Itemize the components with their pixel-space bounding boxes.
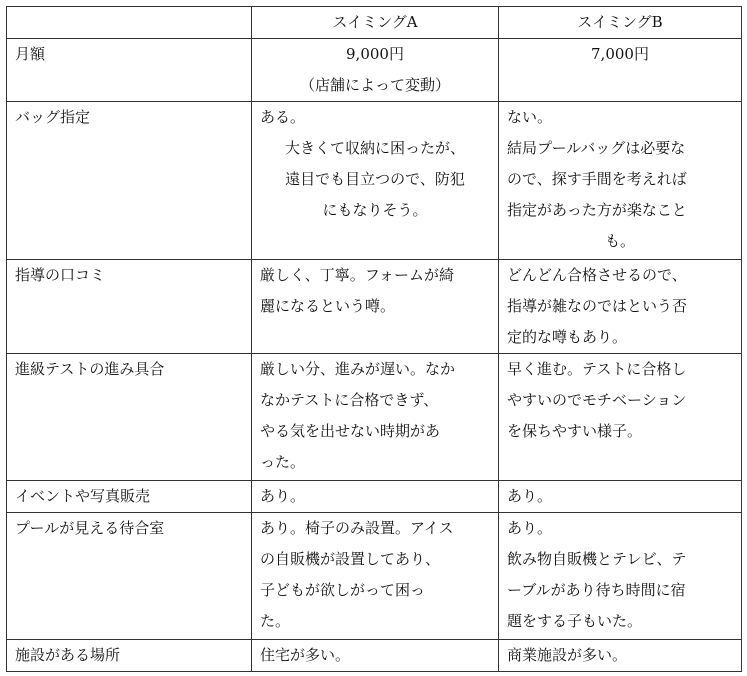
cell-b (499, 354, 742, 481)
cell-line: あり。椅子のみ設置。アイス (260, 519, 454, 537)
cell-line: あり。 (260, 487, 306, 505)
cell-line: やる気を出せない時期があ (260, 422, 441, 440)
cell-line: どんどん合格させるので、 (507, 266, 687, 284)
cell-a (252, 260, 499, 354)
cell-line: 商業施設が多い。 (507, 646, 628, 664)
cell-line: ので、探す手間を考えれば (507, 170, 687, 188)
comparison-table (6, 6, 742, 672)
cell-line: 7,000円 (591, 45, 649, 63)
cell-line: 厳しく、丁寧。フォームが綺 (260, 266, 454, 284)
cell-line: あり。 (507, 519, 553, 537)
cell-line: も。 (604, 232, 635, 250)
table-row (7, 640, 742, 672)
cell-line: 子どもが欲しがって困っ (260, 581, 426, 599)
cell-line: 指定があった方が楽なこと (507, 201, 687, 219)
cell-a (252, 39, 499, 102)
cell-line: ーブルがあり待ち時間に宿 (507, 581, 686, 599)
cell-line: ある。 (260, 108, 306, 126)
cell-a (252, 640, 499, 672)
table-row (7, 260, 742, 354)
row-label: 進級テストの進み具合 (7, 354, 252, 481)
table-row (7, 39, 742, 102)
table-row (7, 481, 742, 513)
cell-line: やすいのでモチベーション (507, 391, 687, 409)
cell-line: 麗になるという噂。 (260, 297, 396, 315)
table-header-row (7, 7, 742, 39)
cell-b (499, 39, 742, 102)
cell-b (499, 513, 742, 640)
row-label: プールが見える待合室 (7, 513, 252, 640)
cell-line: 大きくて収納に困ったが、 (284, 139, 465, 157)
table-row (7, 102, 742, 260)
cell-line: 住宅が多い。 (260, 646, 351, 664)
row-label: バッグ指定 (7, 102, 252, 260)
header-swimming-b: スイミングB (499, 7, 742, 39)
cell-b (499, 102, 742, 260)
cell-line: にもなりそう。 (322, 201, 428, 219)
cell-line: 9,000円 (346, 45, 404, 63)
header-empty-cell (7, 7, 252, 39)
table-row (7, 513, 742, 640)
table-row (7, 354, 742, 481)
cell-line: を保ちやすい様子。 (507, 422, 643, 440)
cell-line: あり。 (507, 487, 553, 505)
cell-a (252, 513, 499, 640)
cell-line: 飲み物自販機とテレビ、テ (507, 550, 687, 568)
cell-line: 結局プールバッグは必要な (507, 139, 686, 157)
cell-line: 早く進む。テストに合格し (507, 360, 687, 378)
cell-line: った。 (260, 453, 306, 471)
cell-a (252, 102, 499, 260)
cell-line: （店舗によって変動） (299, 76, 450, 94)
cell-b (499, 481, 742, 513)
header-swimming-a: スイミングA (252, 7, 499, 39)
cell-line: た。 (260, 612, 291, 630)
cell-a (252, 354, 499, 481)
cell-line: なかテストに合格できず、 (260, 391, 439, 409)
cell-line: 遠目でも目立つので、防犯 (285, 170, 465, 188)
cell-line: 題をする子もいた。 (507, 612, 643, 630)
cell-b (499, 640, 742, 672)
cell-line: 厳しい分、進みが遅い。なか (260, 360, 456, 378)
cell-line: 定的な噂もあり。 (507, 328, 628, 346)
row-label: 施設がある場所 (7, 640, 252, 672)
row-label: 月額 (7, 39, 252, 102)
cell-a (252, 481, 499, 513)
cell-line: 指導が雑なのではという否 (507, 297, 688, 315)
row-label: 指導の口コミ (7, 260, 252, 354)
cell-line: の自販機が設置してあり、 (260, 550, 441, 568)
cell-b (499, 260, 742, 354)
row-label: イベントや写真販売 (7, 481, 252, 513)
cell-line: ない。 (507, 108, 553, 126)
